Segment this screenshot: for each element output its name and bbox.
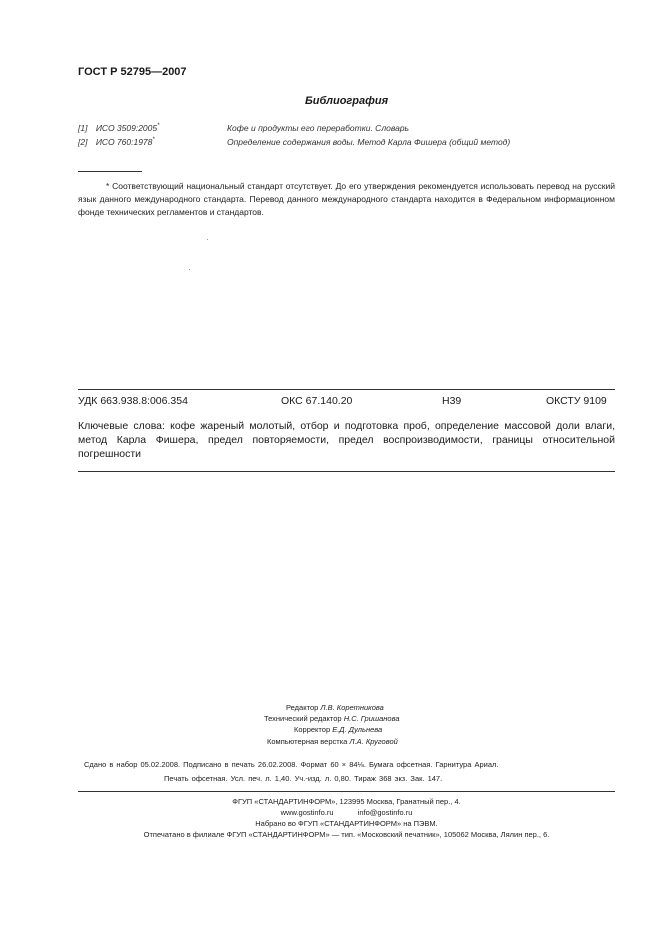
reference-item (78, 123, 159, 133)
reference-item (78, 137, 155, 147)
document-number: ГОСТ Р 52795—2007 (78, 66, 187, 78)
top-divider (78, 389, 615, 390)
oks-code: ОКС 67.140.20 (281, 395, 353, 407)
tech-editor-line (264, 714, 400, 723)
reference-code: ИСО 3509:2005 (95, 123, 158, 133)
publisher-email[interactable]: info@gostinfo.ru (357, 808, 413, 817)
reference-title: Определение содержания воды. Метод Карла Фишера (общий метод) (227, 137, 511, 147)
editor-line (286, 703, 384, 712)
footnote-separator (78, 171, 142, 172)
print-details-line-1: Сдано в набор 05.02.2008. Подписано в печать 26.02.2008. Формат 60 × 84⅛. Бумага офсетная. Гарнитура Ариал. (84, 760, 499, 769)
okstu-code: ОКСТУ 9109 (546, 395, 607, 407)
printing-info: Отпечатано в филиале ФГУП «СТАНДАРТИНФОРМ» — тип. «Московский печатник», 105062 Москва, Лялин пер., 6. (143, 830, 550, 839)
publisher-website[interactable]: www.gostinfo.ru (280, 808, 334, 817)
reference-number: [1] (78, 123, 88, 133)
footnote-mark: * (152, 137, 155, 144)
footnote-text: * Соответствующий национальный стандарт отсутствует. До его утверждения рекомендуется использовать перевод на русский язык данного международного стандарта. Перевод данного международного стандарта находится в Федеральном информационном фонде технических регламентов и стандартов. (78, 181, 615, 217)
scan-speck (207, 239, 208, 240)
tech-editor-label: Технический редактор (264, 714, 342, 723)
layout-label: Компьютерная верстка (267, 737, 348, 746)
tech-editor-name: Н.С. Гришанова (343, 714, 400, 723)
layout-line (267, 737, 398, 746)
keywords: Ключевые слова: кофе жареный молотый, отбор и подготовка проб, определение массовой доли влаги, метод Карла Фишера, предел повторяемости, предел воспроизводимости, границы относительной погрешности (78, 420, 615, 460)
footnote (78, 180, 615, 219)
imprint-divider (78, 791, 615, 792)
bibliography-title: Библиография (304, 95, 389, 107)
print-details-line-2: Печать офсетная. Усл. печ. л. 1,40. Уч.-изд. л. 0,80. Тираж 368 экз. Зак. 147. (164, 774, 443, 783)
reference-number: [2] (78, 137, 88, 147)
corrector-name: Е.Д. Дульнева (332, 725, 383, 734)
udk-code: УДК 663.938.8:006.354 (78, 395, 188, 407)
editor-name: Л.В. Коретникова (320, 703, 384, 712)
layout-name: Л.А. Круговой (349, 737, 398, 746)
reference-code: ИСО 760:1978 (95, 137, 153, 147)
typeset-info: Набрано во ФГУП «СТАНДАРТИНФОРМ» на ПЭВМ. (255, 819, 438, 828)
reference-title: Кофе и продукты его переработки. Словарь (227, 123, 410, 133)
publisher-address: ФГУП «СТАНДАРТИНФОРМ», 123995 Москва, Гранатный пер., 4. (232, 797, 461, 806)
footnote-mark: * (157, 123, 160, 130)
corrector-label: Корректор (294, 725, 331, 734)
scan-speck (189, 269, 190, 270)
publisher-contacts (0, 808, 661, 817)
editor-label: Редактор (286, 703, 319, 712)
group-code: Н39 (442, 395, 462, 407)
bottom-divider (78, 471, 615, 472)
corrector-line (294, 725, 382, 734)
